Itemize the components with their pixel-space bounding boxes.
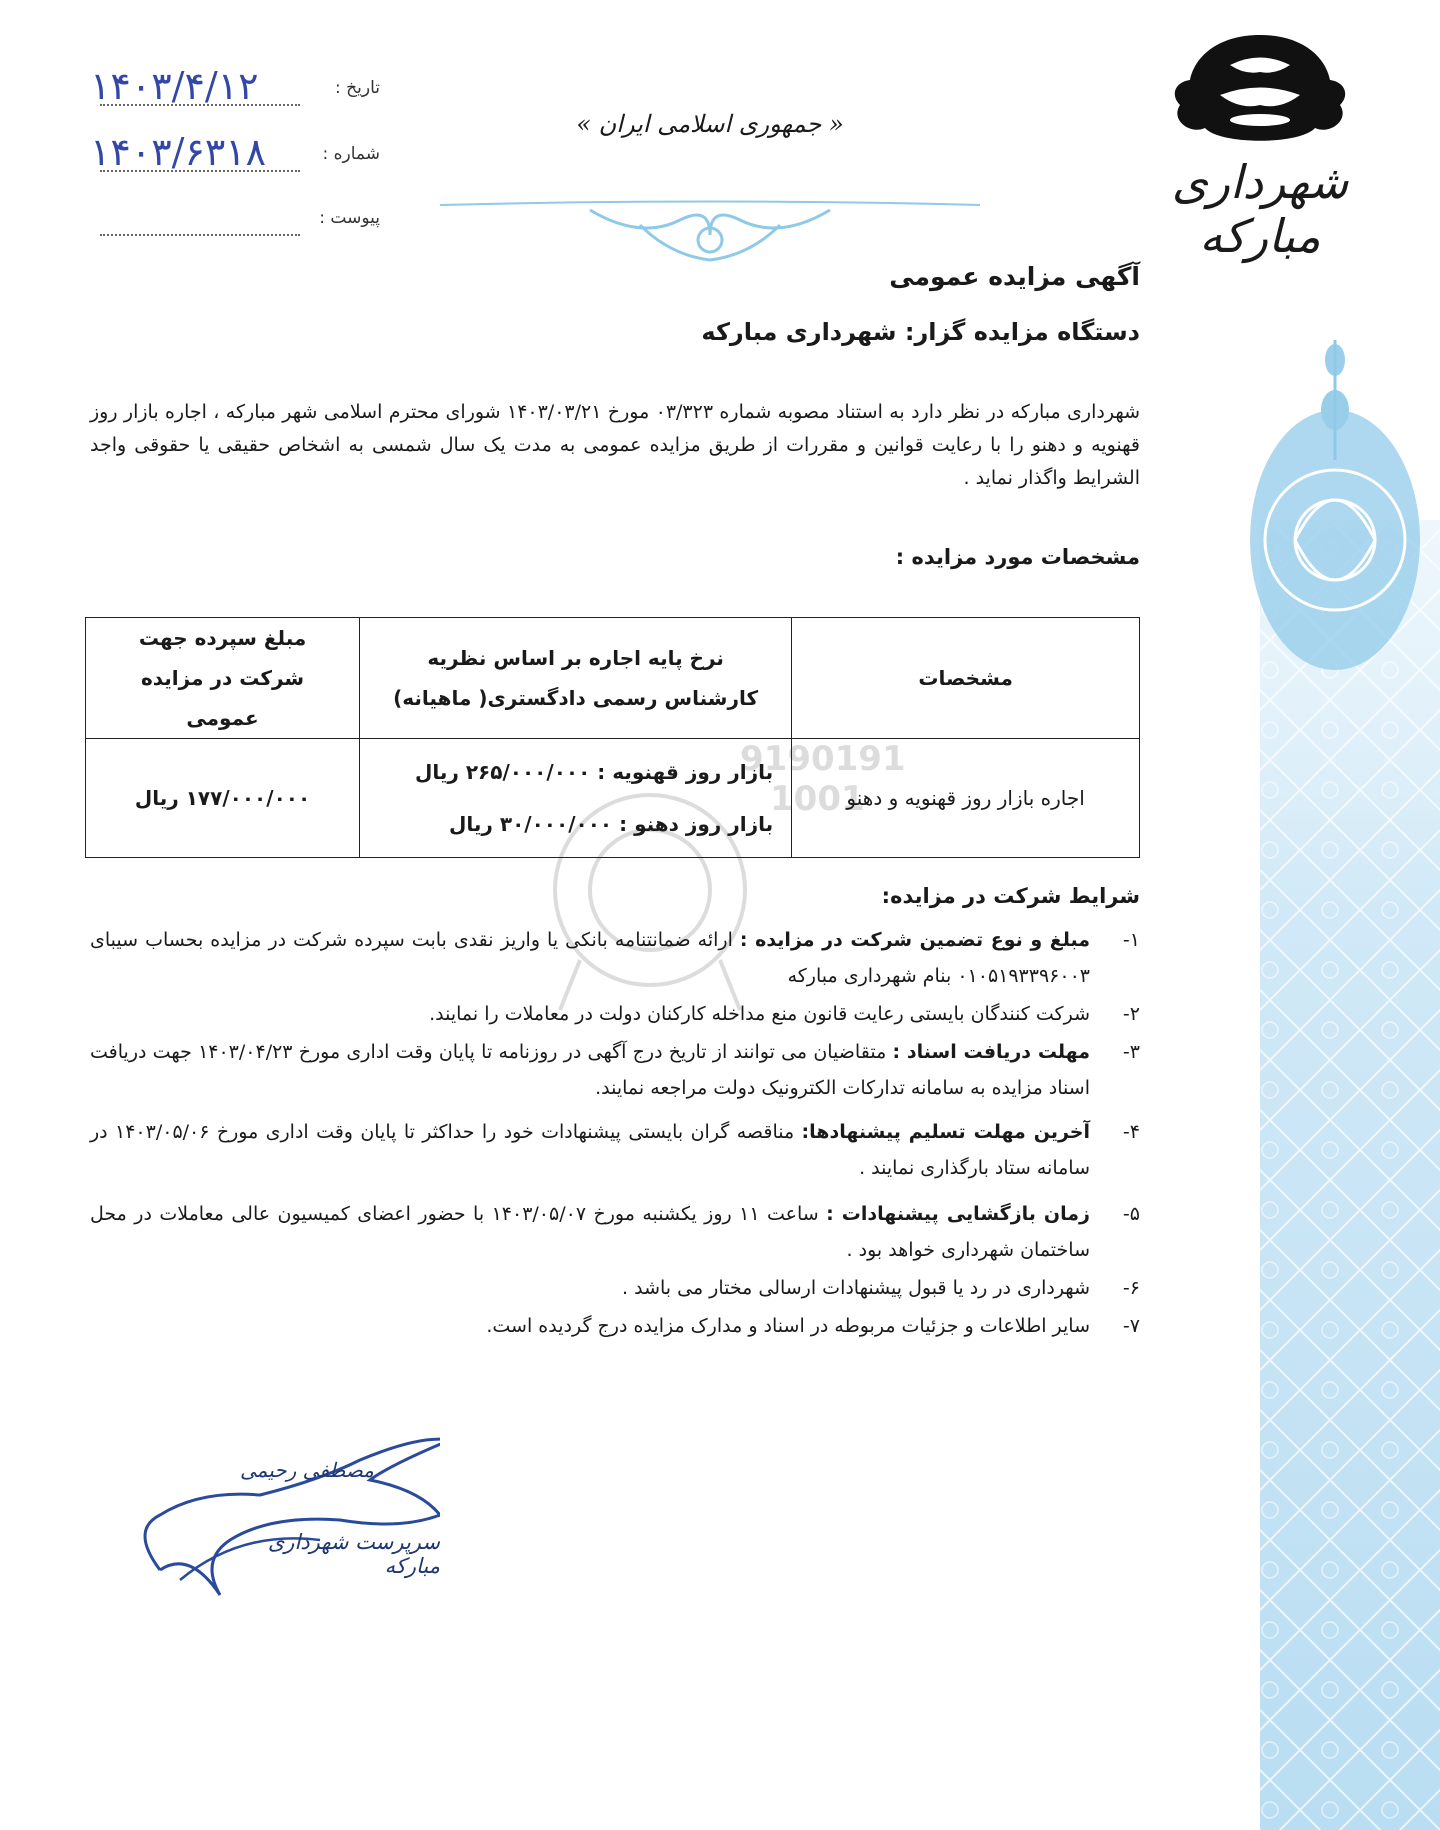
side-ornament <box>1240 340 1440 1830</box>
item-text: شرکت کنندگان بایستی رعایت قانون منع مداخله کارکنان دولت در معاملات را نمایند. <box>429 1003 1090 1025</box>
item-text: مناقصه گران بایستی پیشنهادات خود را حداکثر تا پایان وقت اداری مورخ ۱۴۰۳/۰۵/۰۶ در سامانه ستاد بارگذاری نمایند . <box>90 1121 1090 1179</box>
date-value: ۱۴۰۳/۴/۱۲ <box>90 64 259 108</box>
municipality-name: شهرداری مبارکه <box>1171 155 1349 263</box>
conditions-list <box>90 922 1140 1344</box>
number-dots <box>100 170 300 172</box>
number-value: ۱۴۰۳/۶۳۱۸ <box>90 130 267 174</box>
date-row <box>60 64 380 110</box>
cell-spec: اجاره بازار روز قهنویه و دهنو <box>792 739 1140 858</box>
intro-paragraph: شهرداری مبارکه در نظر دارد به استناد مصوبه شماره ۰۳/۳۲۳ مورخ ۱۴۰۳/۰۳/۲۱ شورای محترم اسلامی شهر مبارکه ، اجاره بازار روز قهنویه و دهنو را با رعایت قوانین و مقررات از طریق مزایده عمومی به مدت یک سال شمسی به اشخاص حقیقی یا حقوقی واجد الشرایط واگذار نماید . <box>90 401 1141 489</box>
list-item <box>90 1196 1140 1268</box>
conditions-heading: شرایط شرکت در مزایده: <box>881 884 1140 908</box>
svg-text:9190191: 9190191 <box>740 739 906 779</box>
item-text: متقاضیان می توانند از تاریخ درج آگهی در روزنامه تا پایان وقت اداری مورخ ۱۴۰۳/۰۴/۲۳ جهت دریافت اسناد مزایده به سامانه تدارکات الکترونیک دولت مراجعه نمایند. <box>90 1041 1090 1099</box>
rate-dehnow: بازار روز دهنو : ۳۰/۰۰۰/۰۰۰ ریال <box>449 812 774 836</box>
organizer: دستگاه مزایده گزار: شهرداری مبارکه <box>701 318 1140 346</box>
item-bold: آخرین مهلت تسلیم پیشنهادها: <box>801 1121 1090 1143</box>
header-spec: مشخصات <box>792 618 1140 739</box>
date-label: تاریخ : <box>335 78 380 98</box>
item-number: ۵- <box>1122 1203 1140 1225</box>
header-rate: نرخ پایه اجاره بر اساس نظریه کارشناس رسمی دادگستری( ماهیانه) <box>360 618 792 739</box>
list-item <box>90 996 1140 1032</box>
item-number: ۷- <box>1122 1315 1140 1337</box>
item-number: ۳- <box>1122 1041 1140 1063</box>
item-bold: مهلت دریافت اسناد : <box>892 1041 1090 1063</box>
date-dots <box>100 104 300 106</box>
list-item <box>90 1308 1140 1344</box>
header-ornament <box>440 180 980 270</box>
table-row <box>86 739 1140 858</box>
number-row <box>60 130 380 176</box>
number-label: شماره : <box>322 144 380 164</box>
municipality-logo <box>1150 20 1370 263</box>
item-text: ارائه ضمانتنامه بانکی یا واریز نقدی بابت سپرده شرکت در مزایده بحساب سیبای ۰۱۰۵۱۹۳۳۹۶۰۰۳ بنام شهرداری مبارکه <box>90 929 1090 987</box>
rate-qahnavieh: بازار روز قهنویه : ۲۶۵/۰۰۰/۰۰۰ ریال <box>414 760 774 784</box>
signer-title: سرپرست شهرداری مبارکه <box>267 1530 440 1578</box>
item-text: شهرداری در رد یا قبول پیشنهادات ارسالی مختار می باشد . <box>622 1277 1090 1299</box>
republic-heading: « جمهوری اسلامی ایران » <box>576 110 844 138</box>
item-number: ۲- <box>1122 1003 1140 1025</box>
signature-scribble <box>120 1420 440 1610</box>
cell-rate <box>360 739 792 858</box>
signature-block <box>120 1420 440 1610</box>
list-item <box>90 1114 1140 1186</box>
attachment-row <box>60 200 380 240</box>
cell-deposit: ۱۷۷/۰۰۰/۰۰۰ ریال <box>86 739 360 858</box>
item-number: ۴- <box>1122 1121 1140 1143</box>
svg-text:1001: 1001 <box>770 779 865 819</box>
list-item <box>90 922 1140 994</box>
auction-spec-table <box>85 617 1140 858</box>
notice-title: آگهی مزایده عمومی <box>889 262 1140 291</box>
item-text: سایر اطلاعات و جزئیات مربوطه در اسناد و مدارک مزایده درج گردیده است. <box>486 1315 1090 1337</box>
list-item <box>90 1270 1140 1306</box>
table-header-row <box>86 618 1140 739</box>
header-deposit: مبلغ سپرده جهت شرکت در مزایده عمومی <box>86 618 360 739</box>
spec-heading: مشخصات مورد مزایده : <box>895 545 1140 569</box>
item-text: ساعت ۱۱ روز یکشنبه مورخ ۱۴۰۳/۰۵/۰۷ با حضور اعضای کمیسیون عالی معاملات در محل ساختمان شهرداری خواهد بود . <box>90 1203 1090 1261</box>
item-number: ۱- <box>1122 929 1140 951</box>
item-number: ۶- <box>1122 1277 1140 1299</box>
item-bold: زمان بازگشایی پیشنهادات : <box>826 1203 1090 1225</box>
attachment-dots <box>100 234 300 236</box>
item-bold: مبلغ و نوع تضمین شرکت در مزایده : <box>739 929 1090 951</box>
attachment-label: پیوست : <box>319 208 380 228</box>
list-item <box>90 1034 1140 1106</box>
signer-name: مصطفی رحیمی <box>240 1458 374 1482</box>
